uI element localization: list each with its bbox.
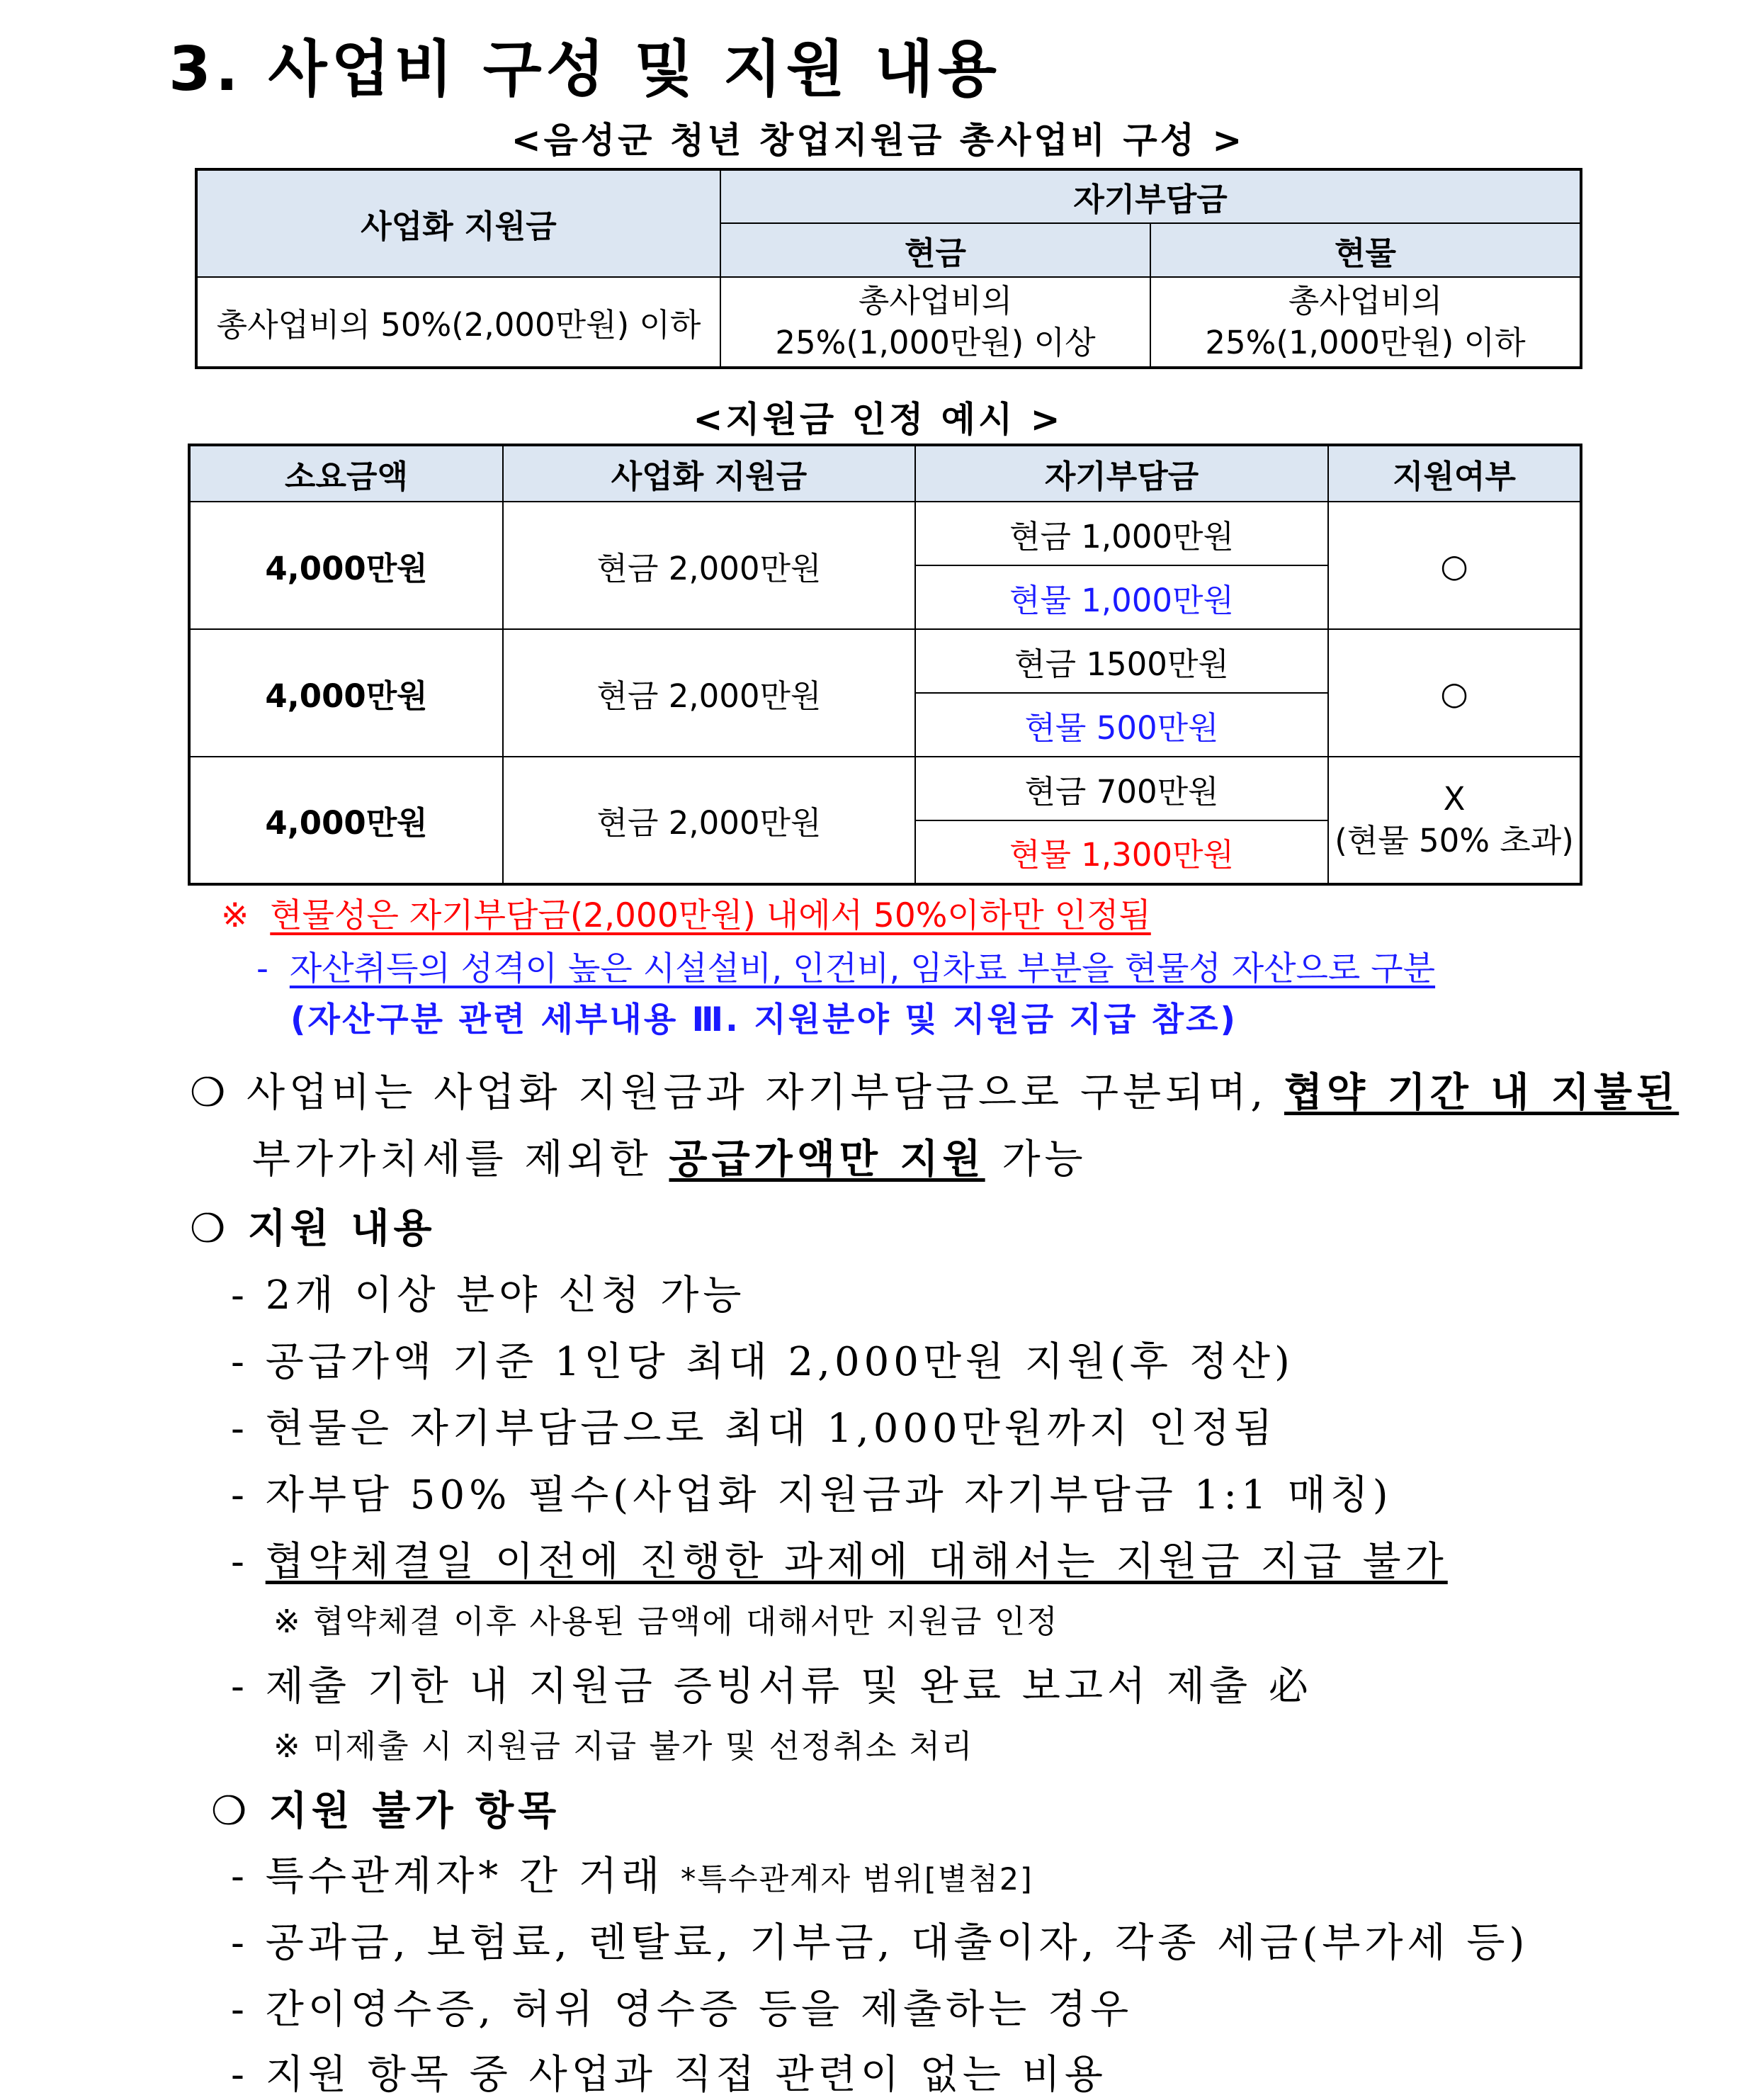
excluded-item-4: - 지원 항목 중 사업과 직접 관련이 없는 비용 — [231, 2052, 1107, 2098]
table2-caption: <지원금 인정 예시 > — [693, 399, 1063, 440]
p1-underlined: 협약 기간 내 지불된 — [1284, 1069, 1679, 1116]
table1-caption: <음성군 청년 창업지원금 총사업비 구성 > — [511, 120, 1245, 161]
bullet-icon: ❍ — [211, 1788, 251, 1834]
row3-result-note: (현물 50% 초과) — [1335, 821, 1574, 859]
support-content-heading — [190, 1197, 436, 1254]
value-in-kind — [1150, 277, 1581, 368]
note-asset-classification — [256, 942, 1435, 990]
row3-cash: 현금 700만원 — [915, 757, 1328, 820]
support-item-6: - 제출 기한 내 지원금 증빙서류 및 완료 보고서 제출 必 — [231, 1664, 1313, 1710]
note-in-kind-limit-text: 현물성은 자기부담금(2,000만원) 내에서 50%이하만 인정됨 — [270, 896, 1151, 935]
note-asset-classification-text: 자산취득의 성격이 높은 시설설비, 인건비, 임차료 부분을 현물성 자산으로 구분 — [289, 949, 1436, 988]
row2-in-kind: 현물 500만원 — [915, 693, 1328, 757]
section-title: 3. 사업비 구성 및 지원 내용 — [169, 34, 1001, 105]
header-in-kind: 현물 — [1150, 223, 1581, 277]
support-item-6-note: ※ 미제출 시 지원금 지급 불가 및 선정취소 처리 — [273, 1727, 974, 1765]
support-item-5-text: 협약체결일 이전에 진행한 과제에 대해서는 지원금 지급 불가 — [265, 1539, 1448, 1585]
row1-support: 현금 2,000만원 — [503, 502, 915, 629]
value-cash — [720, 277, 1150, 368]
row3-result-mark: X — [1443, 780, 1466, 818]
col-header-support: 사업화 지원금 — [503, 445, 915, 502]
row2-amount: 4,000만원 — [189, 629, 503, 757]
value-support-grant: 총사업비의 50%(2,000만원) 이하 — [196, 277, 720, 368]
note-dash: - — [256, 949, 268, 988]
p2-tail: 가능 — [985, 1136, 1087, 1182]
row2-support: 현금 2,000만원 — [503, 629, 915, 757]
row1-in-kind: 현물 1,000만원 — [915, 565, 1328, 629]
support-item-1: - 2개 이상 분야 신청 가능 — [231, 1272, 746, 1319]
row1-result: ○ — [1328, 502, 1581, 629]
row3-result — [1328, 757, 1581, 884]
excluded-item-2: - 공과금, 보험료, 렌탈료, 기부금, 대출이자, 각종 세금(부가세 등) — [231, 1920, 1529, 1966]
support-content-title: 지원 내용 — [247, 1205, 436, 1252]
budget-paragraph-line1 — [190, 1061, 1679, 1118]
row2-result: ○ — [1328, 629, 1581, 757]
row2-cash: 현금 1500만원 — [915, 629, 1328, 693]
support-item-5-dash: - — [231, 1539, 266, 1585]
support-item-2: - 공급가액 기준 1인당 최대 2,000만원 지원(후 정산) — [231, 1339, 1294, 1385]
note-in-kind-limit — [221, 889, 1151, 937]
header-self-burden: 자기부담금 — [720, 169, 1581, 223]
value-in-kind-line2: 25%(1,000만원) 이하 — [1205, 323, 1526, 361]
budget-paragraph-line2 — [252, 1128, 1087, 1185]
row3-amount: 4,000만원 — [189, 757, 503, 884]
note-mark: ※ — [221, 896, 249, 935]
excluded-item-3: - 간이영수증, 허위 영수증 등을 제출하는 경우 — [231, 1987, 1133, 2033]
excluded-item-1-note: *특수관계자 범위[별첨2] — [680, 1862, 1033, 1897]
support-item-4: - 자부담 50% 필수(사업화 지원금과 자기부담금 1:1 매칭) — [231, 1472, 1393, 1518]
support-item-3: - 현물은 자기부담금으로 최대 1,000만원까지 인정됨 — [231, 1406, 1277, 1452]
value-cash-line1: 총사업비의 — [858, 282, 1013, 320]
support-item-5 — [231, 1530, 1448, 1587]
p2-text: 부가가치세를 제외한 — [252, 1136, 669, 1182]
note-reference: (자산구분 관련 세부내용 Ⅲ. 지원분야 및 지원금 지급 참조) — [290, 1000, 1237, 1039]
support-item-5-note: ※ 협약체결 이후 사용된 금액에 대해서만 지원금 인정 — [273, 1603, 1059, 1640]
header-support-grant: 사업화 지원금 — [196, 169, 720, 277]
p2-underlined: 공급가액만 지원 — [669, 1136, 985, 1182]
row1-cash: 현금 1,000만원 — [915, 502, 1328, 565]
col-header-self-burden: 자기부담금 — [915, 445, 1328, 502]
grant-example-table — [188, 444, 1582, 886]
bullet-icon: ❍ — [190, 1206, 230, 1252]
value-cash-line2: 25%(1,000만원) 이상 — [775, 323, 1096, 361]
excluded-items-title: 지원 불가 항목 — [268, 1788, 561, 1834]
col-header-amount: 소요금액 — [189, 445, 503, 502]
row3-support: 현금 2,000만원 — [503, 757, 915, 884]
excluded-item-1-text: - 특수관계자* 간 거래 — [231, 1853, 664, 1899]
bullet-icon: ❍ — [190, 1070, 230, 1116]
p1-text: 사업비는 사업화 지원금과 자기부담금으로 구분되며, — [247, 1070, 1284, 1116]
budget-composition-table — [195, 168, 1582, 369]
value-in-kind-line1: 총사업비의 — [1288, 282, 1443, 320]
excluded-item-1 — [231, 1845, 1033, 1902]
row3-in-kind: 현물 1,300만원 — [915, 820, 1328, 884]
excluded-items-heading — [211, 1780, 560, 1836]
row1-amount: 4,000만원 — [189, 502, 503, 629]
header-cash: 현금 — [720, 223, 1150, 277]
col-header-eligibility: 지원여부 — [1328, 445, 1581, 502]
